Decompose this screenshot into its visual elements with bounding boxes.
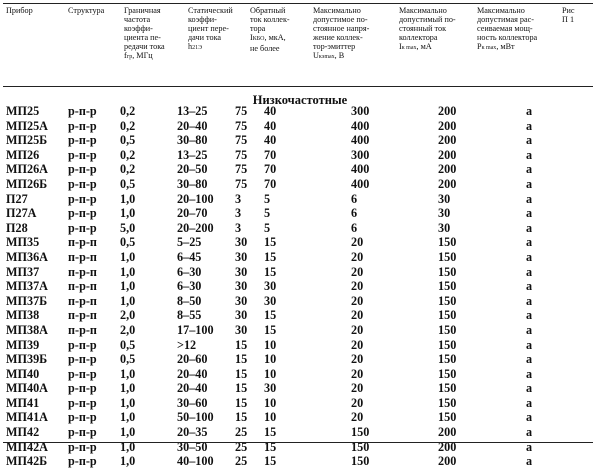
header-vce <box>313 6 369 62</box>
cell-icbo: 15 <box>235 381 248 396</box>
table-row <box>6 162 596 177</box>
cell-device: МП25Б <box>6 133 48 148</box>
cell-ic: 20 <box>351 235 364 250</box>
cell-pc: 30 <box>438 191 451 206</box>
cell-vce: 40 <box>264 133 277 148</box>
header-vce-subscript: кэmax <box>318 54 335 60</box>
cell-gain: 8–50 <box>177 293 202 308</box>
header-device: Прибор <box>6 6 33 15</box>
cell-pc: 200 <box>438 439 457 454</box>
cell-vce: 10 <box>264 410 277 425</box>
cell-pc: 200 <box>438 133 457 148</box>
header-icbo-subscript: КБО <box>252 36 265 42</box>
cell-ic: 20 <box>351 308 364 323</box>
header-gain-subscript: 21Э <box>192 45 203 51</box>
cell-structure: р-п-р <box>68 147 97 162</box>
cell-figure: а <box>526 162 533 177</box>
cell-vce: 30 <box>264 279 277 294</box>
table-bottom-rule <box>3 442 593 443</box>
cell-device: МП26Б <box>6 176 48 191</box>
cell-freq: 0,5 <box>120 337 136 352</box>
header-gain <box>188 6 233 53</box>
cell-freq: 1,0 <box>120 279 136 294</box>
cell-icbo: 25 <box>235 425 248 440</box>
cell-icbo: 15 <box>235 366 248 381</box>
cell-vce: 15 <box>264 235 277 250</box>
cell-gain: 20–40 <box>177 366 208 381</box>
cell-vce: 70 <box>264 147 277 162</box>
transistor-table <box>6 104 596 469</box>
cell-figure: а <box>526 366 533 381</box>
cell-freq: 1,0 <box>120 454 136 469</box>
header-pc-text: Максимально допустимая рас- сеиваемая мощ- ность коллектора P <box>477 6 538 51</box>
cell-freq: 0,2 <box>120 162 136 177</box>
cell-device: МП39 <box>6 337 40 352</box>
cell-freq: 1,0 <box>120 191 136 206</box>
table-row <box>6 323 596 338</box>
header-structure: Структура <box>68 6 105 15</box>
cell-figure: а <box>526 235 533 250</box>
cell-icbo: 75 <box>235 176 248 191</box>
cell-gain: 20–60 <box>177 352 208 367</box>
cell-gain: 30–80 <box>177 133 208 148</box>
cell-gain: 6–30 <box>177 264 202 279</box>
cell-icbo: 25 <box>235 439 248 454</box>
cell-pc: 150 <box>438 264 457 279</box>
cell-freq: 0,5 <box>120 352 136 367</box>
cell-ic: 150 <box>351 454 370 469</box>
cell-structure: п-р-п <box>68 279 97 294</box>
cell-device: МП25А <box>6 118 48 133</box>
cell-vce: 5 <box>264 206 271 221</box>
cell-ic: 20 <box>351 410 364 425</box>
cell-vce: 15 <box>264 454 277 469</box>
cell-structure: р-п-р <box>68 220 97 235</box>
header-figure: Рис П 1 <box>562 6 575 24</box>
cell-structure: р-п-р <box>68 191 97 206</box>
cell-figure: а <box>526 352 533 367</box>
table-top-rule <box>3 3 593 4</box>
cell-pc: 30 <box>438 220 451 235</box>
cell-structure: р-п-р <box>68 337 97 352</box>
table-row <box>6 206 596 221</box>
cell-gain: 13–25 <box>177 147 208 162</box>
cell-icbo: 30 <box>235 235 248 250</box>
header-pc-subscript: к max <box>481 45 497 51</box>
cell-vce: 15 <box>264 439 277 454</box>
header-freq-subscript: гр <box>126 54 133 60</box>
cell-figure: а <box>526 206 533 221</box>
cell-ic: 150 <box>351 425 370 440</box>
cell-freq: 1,0 <box>120 249 136 264</box>
cell-device: МП26 <box>6 147 40 162</box>
cell-figure: а <box>526 308 533 323</box>
cell-freq: 1,0 <box>120 206 136 221</box>
header-pc <box>477 6 537 53</box>
cell-device: МП39Б <box>6 352 48 367</box>
cell-ic: 400 <box>351 118 370 133</box>
cell-icbo: 75 <box>235 162 248 177</box>
cell-pc: 200 <box>438 162 457 177</box>
cell-pc: 150 <box>438 352 457 367</box>
cell-ic: 20 <box>351 293 364 308</box>
cell-freq: 1,0 <box>120 410 136 425</box>
section-title: Низкочастотные <box>252 93 348 107</box>
header-vce-unit: , В <box>334 51 345 60</box>
cell-figure: а <box>526 249 533 264</box>
cell-icbo: 75 <box>235 133 248 148</box>
cell-structure: р-п-р <box>68 410 97 425</box>
cell-freq: 0,2 <box>120 147 136 162</box>
cell-ic: 20 <box>351 249 364 264</box>
cell-gain: 6–45 <box>177 249 202 264</box>
cell-device: П27 <box>6 191 28 206</box>
cell-figure: а <box>526 322 533 337</box>
cell-icbo: 15 <box>235 352 248 367</box>
cell-icbo: 75 <box>235 104 248 118</box>
cell-vce: 40 <box>264 104 277 118</box>
cell-freq: 0,5 <box>120 133 136 148</box>
cell-gain: >12 <box>177 337 197 352</box>
cell-gain: 20–200 <box>177 220 214 235</box>
table-row <box>6 454 596 469</box>
cell-structure: п-р-п <box>68 264 97 279</box>
cell-ic: 400 <box>351 176 370 191</box>
cell-gain: 50–100 <box>177 410 214 425</box>
cell-vce: 5 <box>264 191 271 206</box>
cell-freq: 0,2 <box>120 104 136 118</box>
cell-pc: 150 <box>438 410 457 425</box>
cell-pc: 150 <box>438 395 457 410</box>
table-row <box>6 104 596 119</box>
cell-device: МП36А <box>6 249 48 264</box>
cell-structure: р-п-р <box>68 104 97 118</box>
table-row <box>6 425 596 440</box>
cell-vce: 15 <box>264 425 277 440</box>
cell-gain: 20–40 <box>177 381 208 396</box>
cell-structure: п-р-п <box>68 322 97 337</box>
table-row <box>6 192 596 207</box>
cell-pc: 200 <box>438 454 457 469</box>
cell-ic: 6 <box>351 220 358 235</box>
cell-freq: 5,0 <box>120 220 136 235</box>
cell-ic: 20 <box>351 366 364 381</box>
cell-structure: р-п-р <box>68 176 97 191</box>
cell-ic: 20 <box>351 395 364 410</box>
cell-structure: р-п-р <box>68 425 97 440</box>
cell-pc: 150 <box>438 366 457 381</box>
cell-icbo: 30 <box>235 249 248 264</box>
cell-vce: 15 <box>264 249 277 264</box>
header-bottom-rule <box>3 86 593 87</box>
cell-device: МП42А <box>6 439 48 454</box>
cell-gain: 30–80 <box>177 176 208 191</box>
cell-figure: а <box>526 454 533 469</box>
cell-device: МП41А <box>6 410 48 425</box>
cell-freq: 1,0 <box>120 439 136 454</box>
table-row <box>6 338 596 353</box>
cell-freq: 2,0 <box>120 308 136 323</box>
cell-ic: 20 <box>351 322 364 337</box>
cell-structure: п-р-п <box>68 249 97 264</box>
cell-pc: 150 <box>438 279 457 294</box>
table-row <box>6 221 596 236</box>
cell-vce: 70 <box>264 176 277 191</box>
cell-gain: 40–100 <box>177 454 214 469</box>
cell-figure: а <box>526 381 533 396</box>
cell-vce: 10 <box>264 337 277 352</box>
cell-gain: 20–100 <box>177 191 214 206</box>
cell-pc: 150 <box>438 293 457 308</box>
cell-vce: 30 <box>264 381 277 396</box>
cell-pc: 150 <box>438 337 457 352</box>
table-row <box>6 119 596 134</box>
header-icbo-text: Обратный ток коллек- тора I <box>250 6 290 42</box>
cell-vce: 70 <box>264 162 277 177</box>
cell-pc: 200 <box>438 147 457 162</box>
cell-icbo: 30 <box>235 279 248 294</box>
cell-figure: а <box>526 147 533 162</box>
cell-vce: 15 <box>264 308 277 323</box>
cell-pc: 200 <box>438 104 457 118</box>
cell-pc: 200 <box>438 176 457 191</box>
cell-icbo: 75 <box>235 147 248 162</box>
cell-structure: р-п-р <box>68 133 97 148</box>
header-freq-unit: , МГц <box>132 51 153 60</box>
cell-vce: 30 <box>264 293 277 308</box>
cell-freq: 1,0 <box>120 425 136 440</box>
cell-ic: 6 <box>351 191 358 206</box>
cell-figure: а <box>526 118 533 133</box>
cell-device: МП38 <box>6 308 40 323</box>
cell-pc: 150 <box>438 235 457 250</box>
table-row <box>6 352 596 367</box>
table-row <box>6 250 596 265</box>
cell-figure: а <box>526 410 533 425</box>
cell-icbo: 3 <box>235 220 242 235</box>
cell-device: МП35 <box>6 235 40 250</box>
cell-device: МП26А <box>6 162 48 177</box>
table-row <box>6 279 596 294</box>
cell-figure: а <box>526 191 533 206</box>
transistor-table-body <box>6 104 596 469</box>
cell-structure: р-п-р <box>68 206 97 221</box>
cell-icbo: 30 <box>235 293 248 308</box>
cell-gain: 6–30 <box>177 279 202 294</box>
header-icbo <box>250 6 290 53</box>
cell-icbo: 15 <box>235 395 248 410</box>
cell-device: П28 <box>6 220 28 235</box>
table-row <box>6 294 596 309</box>
cell-device: МП40 <box>6 366 40 381</box>
header-ic-unit: , мА <box>416 42 432 51</box>
cell-structure: р-п-р <box>68 395 97 410</box>
cell-pc: 200 <box>438 425 457 440</box>
cell-vce: 15 <box>264 322 277 337</box>
cell-icbo: 30 <box>235 264 248 279</box>
cell-gain: 20–35 <box>177 425 208 440</box>
cell-vce: 40 <box>264 118 277 133</box>
table-row <box>6 265 596 280</box>
cell-structure: р-п-р <box>68 162 97 177</box>
table-row <box>6 367 596 382</box>
cell-figure: а <box>526 439 533 454</box>
cell-vce: 10 <box>264 352 277 367</box>
cell-ic: 20 <box>351 337 364 352</box>
cell-gain: 20–40 <box>177 118 208 133</box>
cell-figure: а <box>526 337 533 352</box>
cell-icbo: 3 <box>235 206 242 221</box>
cell-structure: р-п-р <box>68 439 97 454</box>
table-row <box>6 235 596 250</box>
cell-freq: 0,5 <box>120 235 136 250</box>
header-ic <box>399 6 456 53</box>
header-gain-text: Статический коэффи- циент пере- дачи тока h <box>188 6 233 51</box>
header-pc-unit: , мВт <box>496 42 515 51</box>
table-row <box>6 148 596 163</box>
cell-device: МП40А <box>6 381 48 396</box>
cell-structure: п-р-п <box>68 235 97 250</box>
header-ic-text: Максимально допустимый по- стоянный ток коллектора I <box>399 6 456 51</box>
cell-structure: р-п-р <box>68 366 97 381</box>
cell-figure: а <box>526 176 533 191</box>
cell-figure: а <box>526 104 533 118</box>
cell-gain: 5–25 <box>177 235 202 250</box>
cell-device: МП37А <box>6 279 48 294</box>
cell-gain: 13–25 <box>177 104 208 118</box>
cell-vce: 10 <box>264 395 277 410</box>
cell-structure: п-р-п <box>68 293 97 308</box>
header-ic-subscript: к max <box>401 45 417 51</box>
cell-icbo: 15 <box>235 410 248 425</box>
cell-figure: а <box>526 293 533 308</box>
cell-icbo: 30 <box>235 322 248 337</box>
table-row <box>6 177 596 192</box>
cell-ic: 400 <box>351 162 370 177</box>
cell-pc: 150 <box>438 308 457 323</box>
cell-figure: а <box>526 279 533 294</box>
cell-device: П27А <box>6 206 37 221</box>
cell-figure: а <box>526 425 533 440</box>
cell-freq: 1,0 <box>120 264 136 279</box>
cell-pc: 200 <box>438 118 457 133</box>
cell-icbo: 25 <box>235 454 248 469</box>
cell-vce: 15 <box>264 264 277 279</box>
table-row <box>6 410 596 425</box>
cell-icbo: 75 <box>235 118 248 133</box>
cell-figure: а <box>526 220 533 235</box>
cell-ic: 20 <box>351 264 364 279</box>
cell-ic: 300 <box>351 147 370 162</box>
cell-structure: р-п-р <box>68 118 97 133</box>
cell-figure: а <box>526 395 533 410</box>
cell-gain: 20–50 <box>177 162 208 177</box>
cell-ic: 20 <box>351 279 364 294</box>
cell-pc: 150 <box>438 381 457 396</box>
cell-ic: 20 <box>351 352 364 367</box>
cell-icbo: 30 <box>235 308 248 323</box>
cell-gain: 30–60 <box>177 395 208 410</box>
cell-ic: 150 <box>351 439 370 454</box>
cell-gain: 20–70 <box>177 206 208 221</box>
cell-device: МП41 <box>6 395 40 410</box>
cell-pc: 30 <box>438 206 451 221</box>
cell-pc: 150 <box>438 249 457 264</box>
header-freq <box>124 6 165 62</box>
cell-ic: 300 <box>351 104 370 118</box>
cell-device: МП42Б <box>6 454 48 469</box>
cell-icbo: 3 <box>235 191 242 206</box>
cell-vce: 10 <box>264 366 277 381</box>
cell-device: МП37Б <box>6 293 48 308</box>
cell-device: МП25 <box>6 104 40 118</box>
header-freq-text: Граничная частота коэффи- циента пе- редачи тока f <box>124 6 165 60</box>
cell-pc: 150 <box>438 322 457 337</box>
cell-freq: 1,0 <box>120 381 136 396</box>
table-row <box>6 133 596 148</box>
cell-icbo: 15 <box>235 337 248 352</box>
header-vce-text: Максимально допустимое по- стоянное напря- жение коллек- тор-эмиттер U <box>313 6 370 60</box>
cell-device: МП37 <box>6 264 40 279</box>
cell-ic: 400 <box>351 133 370 148</box>
table-row <box>6 381 596 396</box>
cell-ic: 6 <box>351 206 358 221</box>
cell-structure: п-р-п <box>68 308 97 323</box>
cell-gain: 17–100 <box>177 322 214 337</box>
cell-freq: 1,0 <box>120 395 136 410</box>
cell-ic: 20 <box>351 381 364 396</box>
table-row <box>6 308 596 323</box>
cell-freq: 1,0 <box>120 293 136 308</box>
cell-structure: р-п-р <box>68 381 97 396</box>
cell-figure: а <box>526 264 533 279</box>
cell-freq: 2,0 <box>120 322 136 337</box>
table-row <box>6 396 596 411</box>
cell-vce: 5 <box>264 220 271 235</box>
cell-freq: 0,5 <box>120 176 136 191</box>
cell-freq: 0,2 <box>120 118 136 133</box>
cell-figure: а <box>526 133 533 148</box>
header-icbo-unit: , мкА, не более <box>250 33 286 53</box>
cell-structure: р-п-р <box>68 454 97 469</box>
cell-device: МП42 <box>6 425 40 440</box>
cell-structure: р-п-р <box>68 352 97 367</box>
cell-gain: 8–55 <box>177 308 202 323</box>
cell-device: МП38А <box>6 322 48 337</box>
cell-gain: 30–50 <box>177 439 208 454</box>
cell-freq: 1,0 <box>120 366 136 381</box>
